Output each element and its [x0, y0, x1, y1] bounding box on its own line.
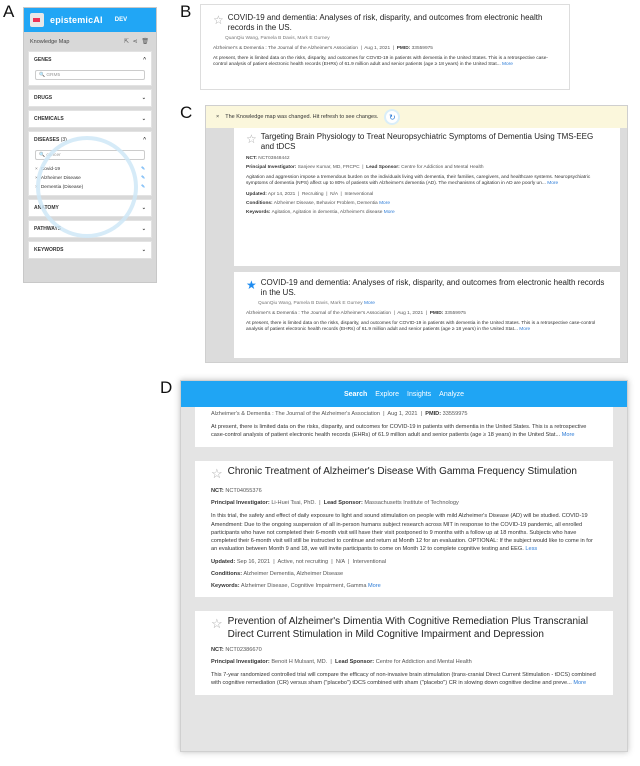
genes-search-input[interactable]: 🔍 GRM5 [35, 70, 145, 80]
panel-label-d: D [160, 378, 173, 397]
paper-meta: Alzheimer's & Dementia : The Journal of the Alzheimer's Association | Aug 1, 2021 | PMID: 33559975 [211, 411, 468, 417]
chevron-down-icon[interactable]: ⌄ [141, 247, 146, 253]
panel-label-a: A [3, 2, 15, 21]
paper-abstract: At present, there is limited data on the risks, disparity, and outcomes for COVID-19 in patients with dementia in the United States. This is a retrospective case-control analysis of patient electronic health records (EHRs) of 61.9 million adult and senior patients (age ≥ 18 years) in the United Stat... More [211, 424, 587, 439]
paper-title[interactable]: ☆ COVID-19 and dementia: Analyses of risk, disparity, and outcomes from electronic health records in the US. [213, 13, 543, 32]
trial-title[interactable]: ☆ Targeting Brain Physiology to Treat Neuropsychiatric Symptoms of Dementia Using TMS-EEG and tDCS [246, 132, 594, 151]
close-icon[interactable]: × [216, 114, 220, 120]
top-nav [181, 381, 627, 407]
more-link[interactable]: More [573, 680, 587, 687]
trial-investigator: Principal Investigator: Benoit H Mulsant, MD. | Lead Sponsor: Centre for Addiction and Mental Health [211, 659, 472, 666]
trial-updated: Updated: Sep 16, 2021 | Active, not recruiting | N/A | Interventional [211, 559, 387, 566]
section-drugs-label: DRUGS [34, 95, 53, 101]
trial-abstract: Agitation and aggression impose a tremendous burden on the individuals living with dementia, their families, caregivers, and healthcare systems. Neuropsychiatric symptoms of dementia (NPS) affect up to 80% of patients with Alzheimer's dementia (AD). The mechanisms of agitation in AD are poorly un... More [246, 175, 591, 187]
remove-icon[interactable]: × [35, 176, 38, 181]
pin-icon[interactable]: ✎ [140, 167, 145, 172]
nav-search[interactable]: Search [343, 390, 368, 398]
panel-label-b: B [180, 2, 192, 21]
more-link[interactable]: More [363, 301, 375, 306]
section-anatomy-label: ANATOMY [34, 205, 59, 211]
brand-name: epistemicAI [50, 15, 103, 25]
less-link[interactable]: Less [525, 545, 538, 552]
trial-card-tdcs [195, 611, 613, 695]
trial-conditions: Conditions: Alzheimer Disease, Behavior Problem, Dementia More [246, 200, 390, 206]
diseases-search-input[interactable]: 🔍 cancer [35, 150, 145, 160]
map-tool-icons[interactable]: ⇱ ⋖ 🗑 [123, 39, 150, 45]
trial-updated: Updated: Apr 14, 2021 | Recruiting | N/A | Interventional [246, 191, 374, 197]
star-filled-icon[interactable]: ★ [246, 278, 257, 292]
trial-nct: NCT: NCT03848442 [246, 156, 290, 161]
chevron-down-icon[interactable]: ⌄ [141, 116, 146, 122]
section-pathways[interactable] [28, 220, 152, 238]
more-link[interactable]: More [519, 327, 531, 333]
paper-meta: Alzheimer's & Dementia : The Journal of the Alzheimer's Association | Aug 1, 2021 | PMID: 33559975 [213, 46, 433, 51]
nav-explore[interactable]: Explore [375, 390, 400, 398]
paper-meta: Alzheimer's & Dementia : The Journal of the Alzheimer's Association | Aug 1, 2021 | PMID: 33559975 [246, 311, 466, 316]
paper-card-b [200, 4, 570, 90]
section-diseases-label: DISEASES [34, 137, 60, 143]
diseases-count: (3) [60, 137, 67, 143]
results-panel-d [180, 380, 628, 752]
more-link[interactable]: More [561, 432, 575, 439]
pin-icon[interactable]: ✎ [140, 185, 145, 190]
nav-analyze[interactable]: Analyze [439, 390, 465, 398]
chevron-up-icon[interactable]: ^ [143, 137, 146, 143]
dev-badge: DEV [114, 17, 128, 23]
paper-authors: QuanQiu Wang, Pamela B Davis, Mark E Gurney [225, 36, 330, 41]
trial-title[interactable]: ☆ Chronic Treatment of Alzheimer's Disease With Gamma Frequency Stimulation [211, 466, 577, 482]
app-header [24, 8, 156, 32]
trial-conditions: Conditions: Alzheimer Dementia, Alzheimer Disease [211, 571, 344, 578]
star-icon[interactable]: ☆ [213, 13, 224, 27]
paper-abstract: At present, there is limited data on the risks, disparity, and outcomes for COVID-19 in patients with dementia in the United States. This is a retrospective case-control analysis of patient electronic health records (EHRs) of 61.9 million adult and senior patients (age ≥ 18 years) in the United Stat... More [213, 56, 548, 68]
section-keywords[interactable] [28, 241, 152, 259]
section-pathways-label: PATHWAYS [34, 226, 62, 232]
disease-item[interactable]: × Dementia (Disease) ✎ [35, 185, 145, 190]
star-icon[interactable]: ☆ [211, 466, 223, 482]
remove-icon[interactable]: × [35, 185, 38, 190]
paper-authors: QuanQiu Wang, Pamela B Davis, Mark E Gurney More [258, 301, 375, 306]
more-link[interactable]: More [368, 583, 381, 590]
section-genes[interactable] [28, 51, 152, 86]
paper-card-d [195, 407, 613, 447]
remove-icon[interactable]: × [35, 167, 38, 172]
section-genes-label: GENES [34, 57, 52, 63]
app-logo-icon [30, 13, 44, 27]
trial-abstract: This 7-year randomized controlled trial will compare the efficacy of non-invasive brain stimulation (trans-cranial Direct Current Stimulation - tDCS) combined with cognitive remediation (CR) versus sham ("placebo") tDCS combined with sham ("placebo") CR in slowing down cognitive decline and preve... More [211, 672, 596, 687]
paper-abstract: At present, there is limited data on the risks, disparity, and outcomes for COVID-19 in patients with dementia in the United States. This is a retrospective case-control analysis of patient electronic health records (EHRs) of 61.9 million adult and senior patients (age ≥ 18 years) in the United Stat... More [246, 321, 596, 333]
chevron-up-icon[interactable]: ^ [143, 57, 146, 63]
paper-title[interactable]: ★ COVID-19 and dementia: Analyses of risk, disparity, and outcomes from electronic health records in the US. [246, 278, 605, 297]
more-link[interactable]: More [547, 181, 559, 187]
section-drugs[interactable] [28, 89, 152, 107]
trial-abstract: In this trial, the safety and effect of daily exposure to light and sound stimulation on people with mild Alzheimer's Disease (AD) will be studied. COVID-19 Amendment: Due to the ongoing suspension of all in-person humans subject research across MIT in response to the COVID-19 pandemic, all enrolled participants who have not completed their 6-month visit will have their visit postponed to 9 months with a follow up at 18 months. Subjects who have completed their 6-month visit will still be instructed to continue and return at Month 12 for an evaluation. OPTIONAL: If the subject would like to come in for an evaluation between Month 9 and 18, we will invite participants to come on Month 12 to complete cognitive testing and EEG. Less [211, 513, 593, 552]
section-diseases[interactable] [28, 131, 152, 196]
section-keywords-label: KEYWORDS [34, 247, 64, 253]
more-link[interactable]: More [383, 209, 395, 215]
star-icon[interactable]: ☆ [211, 616, 223, 632]
paper-card-c [234, 266, 620, 358]
section-anatomy[interactable] [28, 199, 152, 217]
trial-keywords: Keywords: Agitation, Agitation in dementia, Alzheimer's disease More [246, 209, 395, 215]
disease-item[interactable]: × Alzheimer Disease ✎ [35, 176, 145, 181]
knowledge-map-panel [23, 7, 157, 283]
knowledge-map-header [24, 32, 156, 49]
section-chemicals[interactable] [28, 110, 152, 128]
trial-nct: NCT: NCT04055376 [211, 488, 262, 495]
trial-card-gamma [195, 461, 613, 597]
map-changed-banner [206, 106, 627, 128]
results-panel-c [205, 105, 628, 363]
trial-nct: NCT: NCT02386670 [211, 647, 262, 654]
nav-insights[interactable]: Insights [407, 390, 432, 398]
pin-icon[interactable]: ✎ [140, 176, 145, 181]
trial-investigator: Principal Investigator: Sanjeev Kumar, MD, FRCPC | Lead Sponsor: Centre for Addiction and Mental Health [246, 165, 484, 170]
chevron-down-icon[interactable]: ⌄ [141, 205, 146, 211]
banner-text: The Knowledge map was changed. Hit refresh to see changes. [225, 114, 379, 120]
knowledge-map-title: Knowledge Map [30, 38, 70, 45]
panel-label-c: C [180, 103, 193, 122]
trial-investigator: Principal Investigator: Li-Huei Tsai, PhD. | Lead Sponsor: Massachusetts Institute of Technology [211, 500, 459, 507]
star-icon[interactable]: ☆ [246, 132, 257, 146]
more-link[interactable]: More [379, 200, 390, 206]
trial-keywords: Keywords: Alzheimer Disease, Cognitive Impairment, Gamma More [211, 583, 381, 590]
chevron-down-icon[interactable]: ⌄ [141, 226, 146, 232]
trial-title[interactable]: ☆ Prevention of Alzheimer's Dimentia With Cognitive Remediation Plus Transcranial Direct Current Stimulation in Mild Cognitive Impairment and Depression [211, 616, 589, 640]
section-chemicals-label: CHEMICALS [34, 116, 64, 122]
refresh-icon[interactable]: ↻ [384, 109, 400, 125]
disease-item[interactable]: × Covid-19 ✎ [35, 167, 145, 172]
more-link[interactable]: More [502, 62, 513, 68]
chevron-down-icon[interactable]: ⌄ [141, 95, 146, 101]
